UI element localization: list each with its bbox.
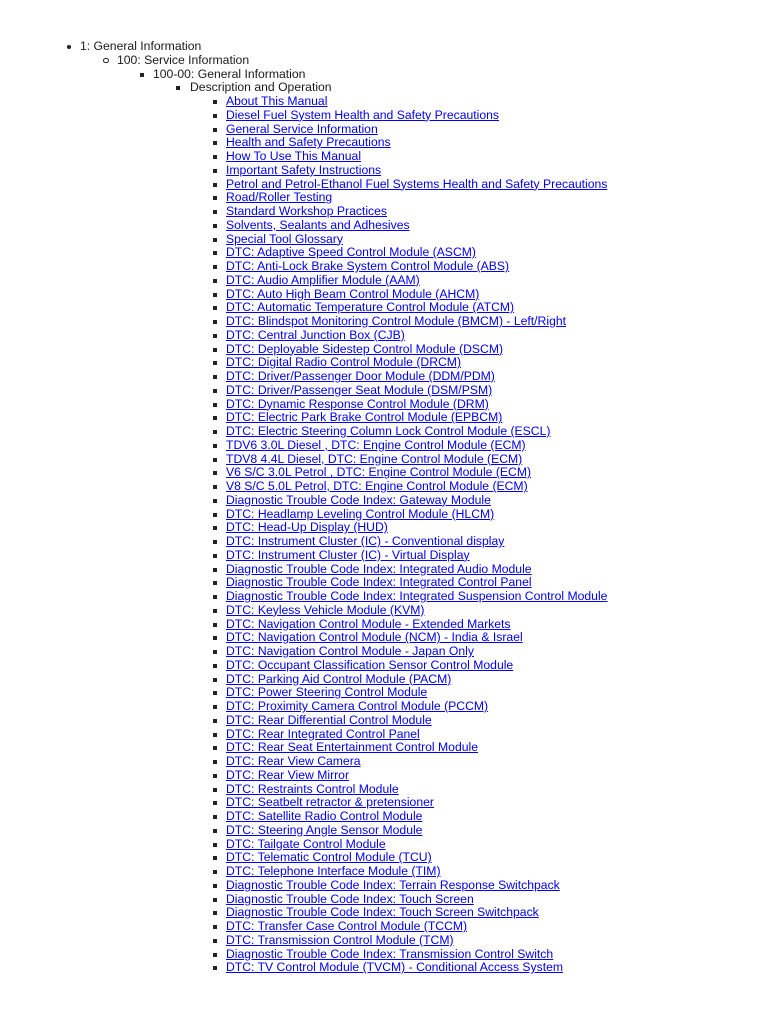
toc-link-item	[0, 150, 768, 164]
toc-link[interactable]: DTC: Instrument Cluster (IC) - Conventional display	[226, 534, 505, 548]
toc-link-item	[0, 246, 768, 260]
toc-link-item	[0, 494, 768, 508]
toc-link[interactable]: DTC: Rear View Mirror	[226, 767, 350, 782]
toc-link-item	[0, 219, 768, 233]
toc-link-item	[0, 480, 768, 494]
toc-link[interactable]: DTC: Electric Park Brake Control Module (EPBCM)	[226, 410, 503, 425]
toc-link-item	[0, 95, 768, 109]
toc-link[interactable]: Diagnostic Trouble Code Index: Terrain Response Switchpack	[226, 877, 560, 892]
toc-link[interactable]: DTC: Rear Differential Control Module	[226, 712, 432, 727]
toc-level-2-item	[0, 68, 768, 82]
toc-link[interactable]: Diagnostic Trouble Code Index: Integrated Suspension Control Module	[226, 589, 608, 603]
toc-link[interactable]: DTC: Rear View Camera	[226, 754, 361, 768]
toc-link[interactable]: Diagnostic Trouble Code Index: Integrated Control Panel	[226, 575, 532, 590]
toc-link-item	[0, 549, 768, 563]
toc-link[interactable]: DTC: Anti-Lock Brake System Control Module (ABS)	[226, 259, 510, 273]
toc-link[interactable]: DTC: Transfer Case Control Module (TCCM)	[226, 919, 468, 933]
toc-link[interactable]: DTC: Audio Amplifier Module (AAM)	[226, 272, 420, 287]
toc-level-1-item	[0, 54, 768, 68]
toc-link-item	[0, 934, 768, 948]
toc-link-item	[0, 659, 768, 673]
toc-link-item	[0, 590, 768, 604]
toc-link-list	[0, 95, 768, 975]
toc-link[interactable]: DTC: Power Steering Control Module	[226, 685, 428, 700]
toc-link-item	[0, 824, 768, 838]
toc-link-item	[0, 865, 768, 879]
toc-link[interactable]: DTC: Automatic Temperature Control Module (ATCM)	[226, 300, 515, 315]
toc-link[interactable]: Special Tool Glossary	[226, 231, 343, 246]
toc-link[interactable]: DTC: Keyless Vehicle Module (KVM)	[226, 602, 425, 617]
toc-link-item	[0, 741, 768, 755]
toc-link[interactable]: Diagnostic Trouble Code Index: Touch Screen	[226, 891, 474, 906]
toc-link-item	[0, 521, 768, 535]
toc-link[interactable]: DTC: Digital Radio Control Module (DRCM)	[226, 355, 462, 370]
toc-link-item	[0, 288, 768, 302]
toc-link-item	[0, 851, 768, 865]
toc-link-item	[0, 466, 768, 480]
toc-link-item	[0, 920, 768, 934]
toc-tree	[0, 40, 768, 975]
toc-link-item	[0, 948, 768, 962]
toc-link-item	[0, 879, 768, 893]
toc-link[interactable]: TDV8 4.4L Diesel, DTC: Engine Control Module (ECM)	[226, 451, 523, 466]
toc-link-item	[0, 315, 768, 329]
toc-link[interactable]: DTC: Telematic Control Module (TCU)	[226, 850, 432, 865]
toc-link-item	[0, 301, 768, 315]
toc-link-item	[0, 164, 768, 178]
toc-link-item	[0, 411, 768, 425]
toc-link[interactable]: DTC: Deployable Sidestep Control Module (DSCM)	[226, 341, 504, 356]
toc-link-item	[0, 796, 768, 810]
toc-link-item	[0, 783, 768, 797]
toc-link[interactable]: V6 S/C 3.0L Petrol , DTC: Engine Control Module (ECM)	[226, 465, 532, 480]
toc-link[interactable]: Health and Safety Precautions	[226, 135, 391, 150]
toc-link[interactable]: DTC: TV Control Module (TVCM) - Conditional Access System	[226, 960, 564, 975]
toc-link-item	[0, 191, 768, 205]
toc-link-item	[0, 508, 768, 522]
toc-link[interactable]: DTC: Tailgate Control Module	[226, 836, 386, 851]
toc-link-item	[0, 205, 768, 219]
toc-link-item	[0, 755, 768, 769]
toc-link[interactable]: DTC: Steering Angle Sensor Module	[226, 822, 423, 837]
toc-level-3-item	[0, 81, 768, 95]
toc-link[interactable]: Road/Roller Testing	[226, 190, 333, 205]
toc-link-item	[0, 343, 768, 357]
toc-link[interactable]: DTC: Restraints Control Module	[226, 781, 399, 796]
toc-link[interactable]: General Service Information	[226, 121, 378, 136]
toc-link[interactable]: DTC: Navigation Control Module - Japan Only	[226, 644, 474, 658]
toc-link-item	[0, 109, 768, 123]
toc-link-item	[0, 535, 768, 549]
toc-link-item	[0, 398, 768, 412]
toc-link-item	[0, 893, 768, 907]
toc-link[interactable]: DTC: Proximity Camera Control Module (PCCM)	[226, 699, 489, 713]
toc-link[interactable]: DTC: Auto High Beam Control Module (AHCM)	[226, 286, 480, 301]
toc-link[interactable]: DTC: Head-Up Display (HUD)	[226, 520, 388, 535]
toc-link-item	[0, 123, 768, 137]
toc-link[interactable]: DTC: Driver/Passenger Door Module (DDM/PDM)	[226, 369, 495, 383]
toc-link-item	[0, 370, 768, 384]
toc-link[interactable]: DTC: Dynamic Response Control Module (DRM)	[226, 396, 489, 411]
toc-link-item	[0, 838, 768, 852]
toc-link[interactable]: DTC: Rear Seat Entertainment Control Module	[226, 740, 478, 755]
toc-link[interactable]: Petrol and Petrol-Ethanol Fuel Systems Health and Safety Precautions	[226, 176, 608, 191]
toc-link[interactable]: Important Safety Instructions	[226, 162, 382, 177]
toc-link-item	[0, 274, 768, 288]
toc-link[interactable]: DTC: Navigation Control Module (NCM) - India & Israel	[226, 630, 523, 645]
toc-link-item	[0, 673, 768, 687]
toc-link-item	[0, 810, 768, 824]
toc-link-item	[0, 700, 768, 714]
toc-link[interactable]: Diagnostic Trouble Code Index: Gateway Module	[226, 492, 491, 507]
toc-link[interactable]: How To Use This Manual	[226, 149, 362, 163]
toc-level-2-label: 100-00: General Information	[153, 66, 306, 81]
toc-link[interactable]: DTC: Driver/Passenger Seat Module (DSM/PSM)	[226, 382, 493, 397]
toc-link[interactable]: DTC: Rear Integrated Control Panel	[226, 726, 420, 741]
toc-link[interactable]: DTC: Adaptive Speed Control Module (ASCM)	[226, 245, 476, 260]
toc-link[interactable]: About This Manual	[226, 94, 328, 108]
toc-link[interactable]: Standard Workshop Practices	[226, 204, 387, 218]
toc-link[interactable]: DTC: Parking Aid Control Module (PACM)	[226, 671, 452, 686]
toc-link[interactable]: Solvents, Sealants and Adhesives	[226, 217, 410, 232]
toc-link[interactable]: DTC: Occupant Classification Sensor Control Module	[226, 657, 514, 672]
toc-link[interactable]: TDV6 3.0L Diesel , DTC: Engine Control Module (ECM)	[226, 437, 526, 452]
toc-level-1-label: 100: Service Information	[117, 52, 250, 67]
toc-link-item	[0, 728, 768, 742]
toc-link-item	[0, 384, 768, 398]
toc-link[interactable]: DTC: Telephone Interface Module (TIM)	[226, 864, 441, 878]
toc-link-item	[0, 714, 768, 728]
toc-link[interactable]: DTC: Electric Steering Column Lock Control Module (ESCL)	[226, 424, 551, 438]
toc-link[interactable]: DTC: Satellite Radio Control Module	[226, 809, 423, 823]
toc-link-item	[0, 631, 768, 645]
toc-link[interactable]: DTC: Navigation Control Module - Extended Markets	[226, 616, 511, 631]
toc-level-3-label: Description and Operation	[190, 80, 332, 95]
toc-link-item	[0, 453, 768, 467]
toc-link[interactable]: Diagnostic Trouble Code Index: Transmission Control Switch	[226, 946, 554, 961]
toc-link-item	[0, 439, 768, 453]
toc-link-item	[0, 356, 768, 370]
toc-level-0-label: 1: General Information	[80, 39, 202, 53]
toc-link-item	[0, 425, 768, 439]
toc-link[interactable]: Diagnostic Trouble Code Index: Touch Screen Switchpack	[226, 905, 539, 920]
toc-link-item	[0, 136, 768, 150]
toc-link-item	[0, 961, 768, 975]
toc-link[interactable]: DTC: Seatbelt retractor & pretensioner	[226, 795, 434, 810]
toc-link[interactable]: DTC: Transmission Control Module (TCM)	[226, 932, 454, 947]
toc-link[interactable]: Diesel Fuel System Health and Safety Precautions	[226, 107, 499, 122]
toc-link[interactable]: DTC: Central Junction Box (CJB)	[226, 327, 405, 342]
toc-link[interactable]: V8 S/C 5.0L Petrol, DTC: Engine Control Module (ECM)	[226, 479, 528, 493]
toc-link[interactable]: DTC: Instrument Cluster (IC) - Virtual Display	[226, 547, 470, 562]
toc-link-item	[0, 260, 768, 274]
toc-link-item	[0, 645, 768, 659]
toc-link-item	[0, 686, 768, 700]
toc-link[interactable]: DTC: Blindspot Monitoring Control Module (BMCM) - Left/Right	[226, 314, 567, 328]
toc-link-item	[0, 576, 768, 590]
toc-link-item	[0, 329, 768, 343]
toc-link-item	[0, 769, 768, 783]
toc-level-0-item	[0, 40, 768, 54]
toc-link-item	[0, 563, 768, 577]
toc-link-item	[0, 906, 768, 920]
toc-link-item	[0, 618, 768, 632]
toc-link-item	[0, 604, 768, 618]
toc-link-item	[0, 178, 768, 192]
toc-link[interactable]: Diagnostic Trouble Code Index: Integrated Audio Module	[226, 561, 532, 576]
toc-link[interactable]: DTC: Headlamp Leveling Control Module (HLCM)	[226, 506, 495, 521]
toc-link-item	[0, 233, 768, 247]
